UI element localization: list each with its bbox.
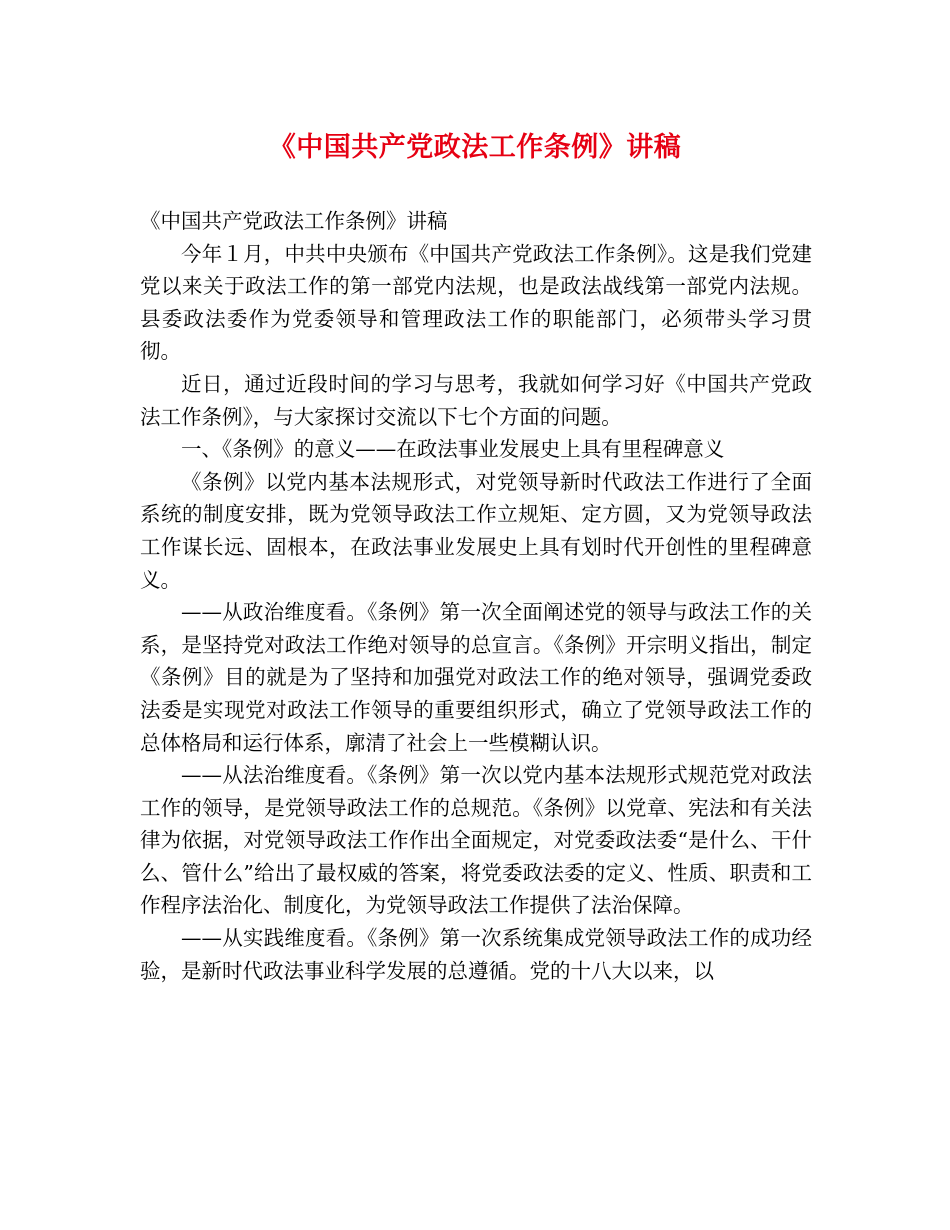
body-paragraph: ——从实践维度看。《条例》第一次系统集成党领导政法工作的成功经验，是新时代政法事业科学发展的总遵循。党的十八大以来，以 xyxy=(140,926,812,983)
body-paragraph: ——从法治维度看。《条例》第一次以党内基本法规形式规范党对政法工作的领导，是党领导政法工作的总规范。《条例》以党章、宪法和有关法律为依据，对党领导政法工作作出全面规定，对党委政法委“是什么、干什么、管什么”给出了最权威的答案，将党委政法委的定义、性质、职责和工作程序法治化、制度化，为党领导政法工作提供了法治保障。 xyxy=(140,763,812,918)
body-paragraph-heading: 《中国共产党政法工作条例》讲稿 xyxy=(140,209,448,233)
document-body xyxy=(140,205,812,987)
body-paragraph: 《条例》以党内基本法规形式，对党领导新时代政法工作进行了全面系统的制度安排，既为党领导政法工作立规矩、定方圆，又为党领导政法工作谋长远、固根本，在政法事业发展史上具有划时代开创性的里程碑意义。 xyxy=(140,469,812,592)
body-paragraph: 今年１月，中共中央颁布《中国共产党政法工作条例》。这是我们党建党以来关于政法工作的第一部党内法规，也是政法战线第一部党内法规。县委政法委作为党委领导和管理政法工作的职能部门，必须带头学习贯彻。 xyxy=(140,241,812,364)
body-paragraph: ——从政治维度看。《条例》第一次全面阐述党的领导与政法工作的关系，是坚持党对政法工作绝对领导的总宣言。《条例》开宗明义指出，制定《条例》目的就是为了坚持和加强党对政法工作的绝对领导，强调党委政法委是实现党对政法工作领导的重要组织形式，确立了党领导政法工作的总体格局和运行体系，廓清了社会上一些模糊认识。 xyxy=(140,600,812,755)
body-paragraph: 近日，通过近段时间的学习与思考，我就如何学习好《中国共产党政法工作条例》，与大家探讨交流以下七个方面的问题。 xyxy=(140,371,812,429)
document-title: 《中国共产党政法工作条例》讲稿 xyxy=(268,132,682,163)
section-heading: 一、《条例》的意义——在政法事业发展史上具有里程碑意义 xyxy=(181,437,725,462)
